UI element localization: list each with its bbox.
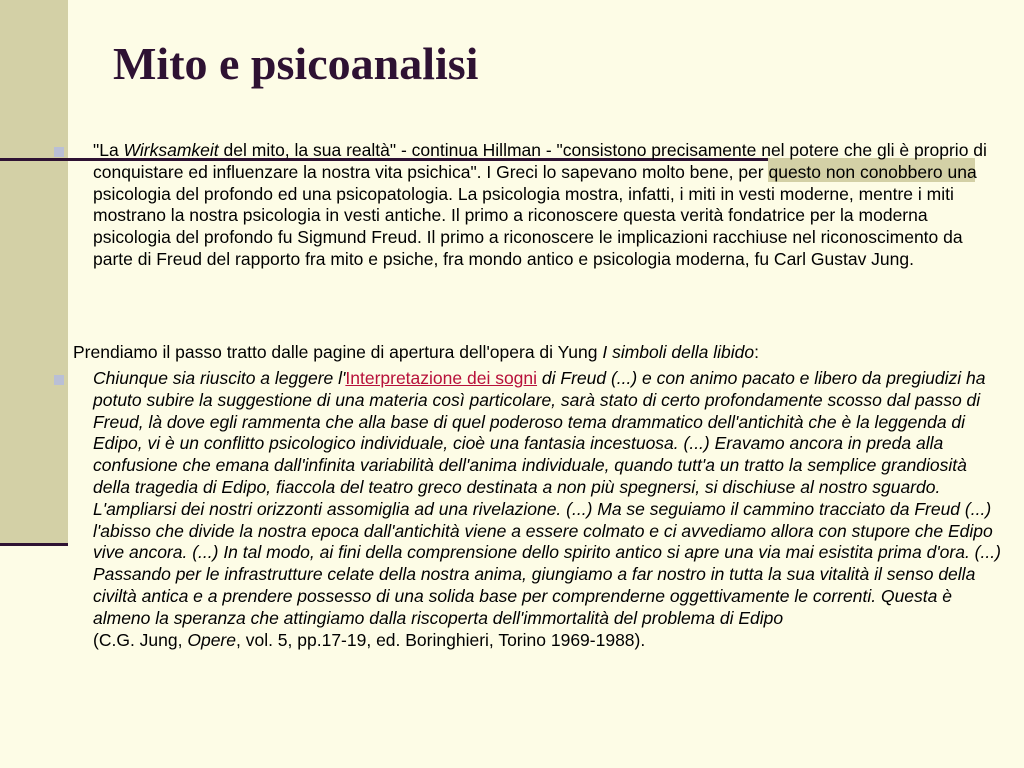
citation-work-title: Opere [187, 629, 236, 650]
paragraph-emphasis: Wirksamkeit [123, 140, 219, 160]
left-decorative-bar [0, 0, 68, 545]
quote-text-start: Chiunque sia riuscito a leggere l' [93, 368, 346, 388]
intro-book-title: I simboli della libido [602, 342, 755, 362]
intro-sentence [73, 342, 1003, 364]
quote-text-body: di Freud (...) e con animo pacato e libero da pregiudizi ha potuto subire la suggestione di una materia così particolare, sarà stato di certo profondamente scosso dal passo di Freud, là dove egli rammenta che alla base di quel poderoso tema drammatico dell'antichità che è la leggenda di Edipo, vi è un conflitto psicologico individuale, cioè una fantasia incestuosa. (...) Eravamo ancora in preda alla confusione che emana dall'infinita variabilità dell'anima individuale, quando tutt'a un tratto la semplice grandiosità della tragedia di Edipo, fiaccola del teatro greco destinata a non più spegnersi, si dischiuse al nostro sguardo. L'ampliarsi dei nostri orizzonti assomiglia ad una rivelazione. (...) Ma se seguiamo il cammino tracciato da Freud (...) l'abisso che divide la nostra epoca dall'antichità viene a essere colmato e ci avvediamo allora con stupore che Edipo vive ancora. (...) In tal modo, ai fini della comprensione dello spirito antico si apre una via mai esistita prima d'ora. (...) Passando per le infrastrutture celate della nostra anima, giungiamo a far nostro in tutta la sua vitalità il senso della civiltà antica e a prendere possesso di una solida base per comprenderne oggettivamente le correnti. Questa è almeno la speranza che attingiamo dalla riscoperta dell'immortalità del problema di Edipo [93, 368, 1001, 628]
paragraph-prefix: "La [93, 140, 124, 160]
intro-suffix: : [754, 342, 759, 362]
bullet-paragraph-jung-quote [93, 368, 1003, 651]
square-bullet-icon [54, 375, 64, 385]
paragraph-text: del mito, la sua realtà" - continua Hillman - "consistono precisamente nel potere che gli è proprio di conquistare ed influenzare la nostra vita psichica". I Greci lo sapevano molto bene, per questo non conobbero una psicologia del profondo ed una psicopatologia. La psicologia mostra, infatti, i miti in vesti moderne, mentre i miti mostrano la nostra psicologia in vesti antiche. Il primo a riconoscere questa verità fondatrice per la moderna psicologia del profondo fu Sigmund Freud. Il primo a riconoscere le implicazioni racchiuse nel riconoscimento da parte di Freud del rapporto fra mito e psiche, fra mondo antico e psicologia moderna, fu Carl Gustav Jung. [93, 140, 987, 269]
square-bullet-icon [54, 147, 64, 157]
citation-prefix: (C.G. Jung, [93, 629, 188, 650]
left-bar-bottom-rule [0, 543, 68, 546]
slide-title: Mito e psicoanalisi [113, 38, 479, 89]
intro-text: Prendiamo il passo tratto dalle pagine di apertura dell'opera di Yung [73, 342, 603, 362]
bullet-paragraph-hillman [93, 140, 1003, 271]
interpretazione-dei-sogni-link[interactable]: Interpretazione dei sogni [345, 368, 538, 388]
citation-suffix: , vol. 5, pp.17-19, ed. Boringhieri, Torino 1969-1988). [235, 629, 646, 650]
